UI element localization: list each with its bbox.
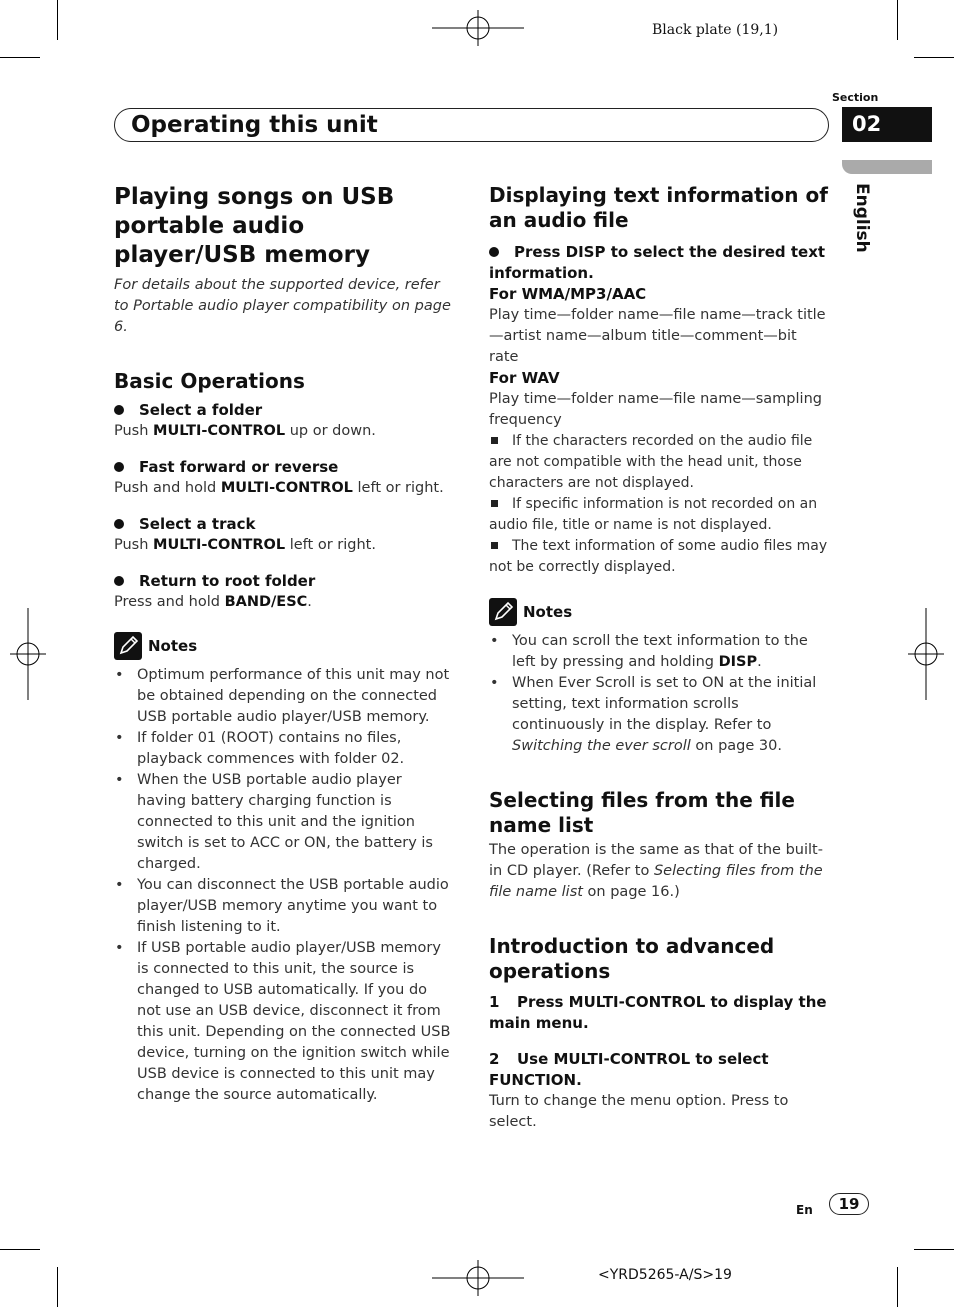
crop-mark [0, 57, 40, 58]
notes-pencil-icon [489, 598, 517, 626]
disp-step: Press DISP to select the desired text information. [489, 243, 826, 282]
crop-mark [57, 0, 58, 40]
notes-title: Notes [148, 637, 198, 655]
bullet-icon [114, 405, 124, 415]
section-number: 02 [842, 107, 932, 142]
note-item: • If USB portable audio player/USB memory is connected to this unit, the source is changed to USB automatically. If you do not use an USB device, disconnect it from this unit. Depending on the connected USB device, turning on the ignition switch while USB device is connected to this unit may change the source automatically. [114, 938, 454, 1106]
bullet-icon [114, 462, 124, 472]
select-files-text: The operation is the same as that of the built-in CD player. (Refer to Selecting files from the file name list on page 16.) [489, 842, 823, 900]
bullet-icon [489, 247, 499, 257]
notes-pencil-icon [114, 632, 142, 660]
square-note: If specific information is not recorded on an audio file, title or name is not displayed. [489, 496, 818, 533]
footer-code: <YRD5265-A/S>19 [598, 1267, 732, 1283]
crop-mark [914, 57, 954, 58]
wma-label: For WMA/MP3/AAC [489, 285, 647, 303]
square-bullet-icon [491, 542, 498, 549]
page-number: 19 [829, 1193, 869, 1215]
operation-item: Select a track Push MULTI-CONTROL left or right. [114, 515, 376, 553]
note-item: • You can disconnect the USB portable audio player/USB memory anytime you want to finish listening to it. [114, 875, 454, 938]
wav-label: For WAV [489, 369, 560, 387]
advanced-operations-heading: Introduction to advanced operations [489, 934, 775, 983]
wav-text: Play time—folder name—file name—sampling frequency [489, 391, 822, 428]
section-label: Section [832, 91, 879, 104]
operation-item: Select a folder Push MULTI-CONTROL up or down. [114, 401, 376, 439]
main-title: Playing songs on USB portable audio player/USB memory [114, 184, 395, 268]
language-tab [842, 160, 932, 174]
registration-mark-top [432, 10, 524, 46]
notes-list [489, 631, 829, 757]
plate-label: Black plate (19,1) [652, 22, 779, 38]
language-label: English [852, 183, 872, 253]
notes-header [114, 631, 454, 661]
notes-list [114, 665, 454, 1106]
intro-text: For details about the supported device, refer to Portable audio player compatibility on page 6. [114, 277, 451, 335]
note-item: • Optimum performance of this unit may not be obtained depending on the connected USB portable audio player/USB memory. [114, 665, 454, 728]
operation-item: Return to root folder Press and hold BAND/ESC. [114, 572, 316, 610]
note-item: • You can scroll the text information to the left by pressing and holding DISP. [489, 631, 829, 673]
crop-mark [914, 1249, 954, 1250]
step-2-body: Turn to change the menu option. Press to select. [489, 1093, 789, 1130]
bullet-icon [114, 576, 124, 586]
crop-mark [897, 0, 898, 40]
registration-mark-bottom [432, 1260, 524, 1296]
note-item: • If folder 01 (ROOT) contains no files, playback commences with folder 02. [114, 728, 454, 770]
page-header-title: Operating this unit [131, 112, 378, 138]
crop-mark [0, 1249, 40, 1250]
left-column [114, 183, 454, 1106]
square-bullet-icon [491, 500, 498, 507]
notes-title: Notes [523, 603, 573, 621]
crop-mark [897, 1267, 898, 1307]
wma-text: Play time—folder name—file name—track title—artist name—album title—comment—bit rate [489, 307, 826, 365]
operation-item: Fast forward or reverse Push and hold MULTI-CONTROL left or right. [114, 458, 444, 496]
registration-mark-left [10, 608, 46, 700]
crop-mark [57, 1267, 58, 1307]
notes-header [489, 597, 829, 627]
select-files-heading: Selecting files from the file name list [489, 788, 795, 837]
step-2: 2 Use MULTI-CONTROL to select FUNCTION. [489, 1050, 769, 1089]
footer-language: En [796, 1203, 813, 1217]
note-item: • When the USB portable audio player having battery charging function is connected to this unit and the ignition switch is set to ACC or ON, the battery is charged. [114, 770, 454, 875]
square-note: The text information of some audio files may not be correctly displayed. [489, 538, 828, 575]
basic-operations-heading: Basic Operations [114, 369, 305, 393]
display-text-heading: Displaying text information of an audio file [489, 183, 828, 232]
bullet-icon [114, 519, 124, 529]
square-bullet-icon [491, 437, 498, 444]
square-note: If the characters recorded on the audio file are not compatible with the head unit, those characters are not displayed. [489, 433, 813, 491]
note-item: • When Ever Scroll is set to ON at the initial setting, text information scrolls continuously in the display. Refer to Switching the ever scroll on page 30. [489, 673, 829, 757]
registration-mark-right [908, 608, 944, 700]
step-1: 1 Press MULTI-CONTROL to display the main menu. [489, 993, 827, 1032]
right-column [489, 183, 829, 1133]
